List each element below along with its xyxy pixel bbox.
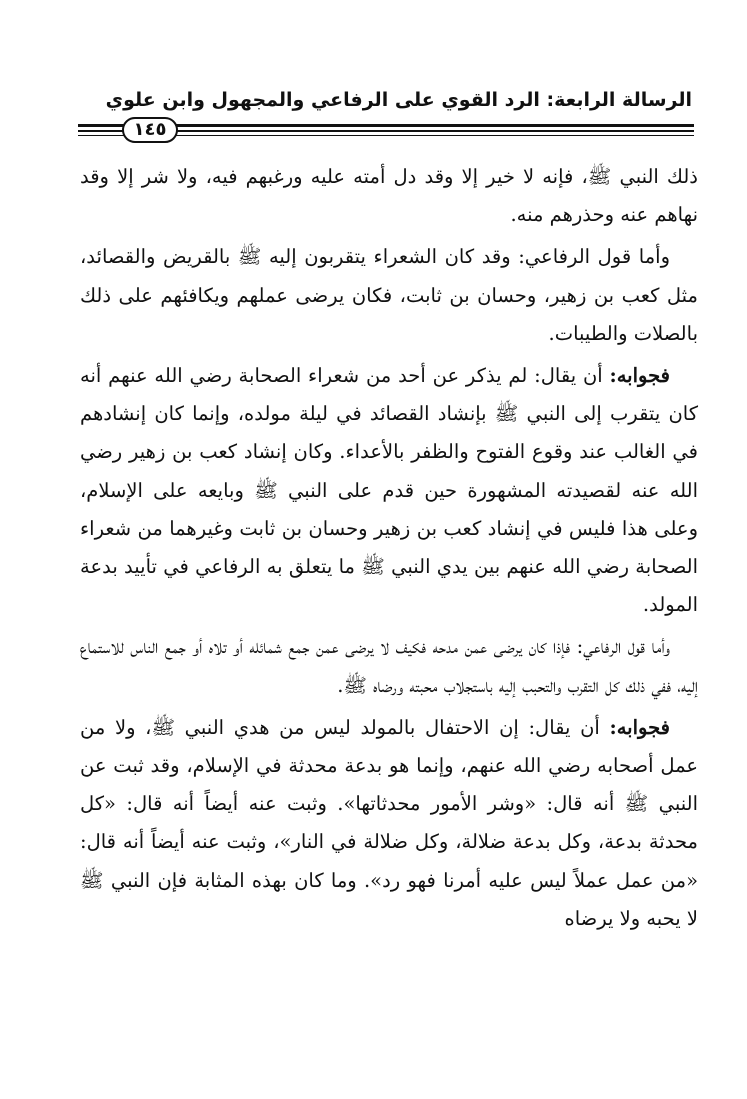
- rule-left-thick: [78, 124, 124, 127]
- paragraph-3: [80, 357, 698, 624]
- rule-left-thin: [78, 135, 124, 136]
- paragraph-3-lead: فجوابه:: [609, 364, 670, 388]
- rule-left-medium: [78, 130, 124, 132]
- rule-right-thick: [176, 124, 694, 127]
- paragraph-2-text: وأما قول الرفاعي: وقد كان الشعراء يتقربون إليه ﷺ بالقريض والقصائد، مثل كعب بن زهير، وحسان بن ثابت، فكان يرضى عملهم ويكافئهم على ذلك بالصلات والطيبات.: [80, 245, 698, 345]
- paragraph-1: [80, 158, 698, 234]
- paragraph-5-lead: فجوابه:: [609, 715, 670, 739]
- rule-right-thin: [176, 135, 694, 136]
- page-number: ١٤٥: [122, 117, 178, 143]
- paragraph-1-text: ذلك النبي ﷺ، فإنه لا خير إلا وقد دل أمته عليه ورغبهم فيه، ولا شر إلا وقد نهاهم عنه وحذرهم منه.: [80, 165, 698, 227]
- body-text: [80, 158, 698, 938]
- paragraph-2: [80, 238, 698, 353]
- running-title: الرسالة الرابعة: الرد القوي على الرفاعي والمجهول وابن علوي: [105, 89, 692, 111]
- rule-right-medium: [176, 130, 694, 132]
- paragraph-4: [80, 628, 698, 704]
- paragraph-5: [80, 709, 698, 938]
- paragraph-4-text: وأما قول الرفاعي: فإذا كان يرضى عمن مدحه فكيف لا يرضى عمن جمع شمائله أو تلاه أو جمع الناس للاستماع إليه، ففي ذلك كل التقرب والتحبب إليه باستجلاب محبته ورضاه ﷺ.: [80, 635, 698, 697]
- paragraph-3-text: أن يقال: لم يذكر عن أحد من شعراء الصحابة رضي الله عنهم أنه كان يتقرب إلى النبي ﷺ بإنشاد القصائد في ليلة مولده، وإنما كان إنشادهم في الغالب عند وقوع الفتوح والظفر بالأعداء. وكان إنشاد كعب بن زهير رضي الله عنه لقصيدته المشهورة حين قدم على النبي ﷺ وبايعه على الإسلام، وعلى هذا فليس في إنشاد كعب بن زهير وحسان بن ثابت وغيرهما من شعراء الصحابة رضي الله عنهم بين يدي النبي ﷺ ما يتعلق به الرفاعي في تأييد بدعة المولد.: [80, 364, 698, 617]
- paragraph-5-text: أن يقال: إن الاحتفال بالمولد ليس من هدي النبي ﷺ، ولا من عمل أصحابه رضي الله عنهم، وإنما هو بدعة محدثة في الإسلام، وقد ثبت عن النبي ﷺ أنه قال: «وشر الأمور محدثاتها». وثبت عنه أيضاً أنه قال: «كل محدثة بدعة، وكل بدعة ضلالة، وكل ضلالة في النار»، وثبت عنه أيضاً أنه قال: «من عمل عملاً ليس عليه أمرنا فهو رد». وما كان بهذه المثابة فإن النبي ﷺ لا يحبه ولا يرضاه: [80, 715, 698, 930]
